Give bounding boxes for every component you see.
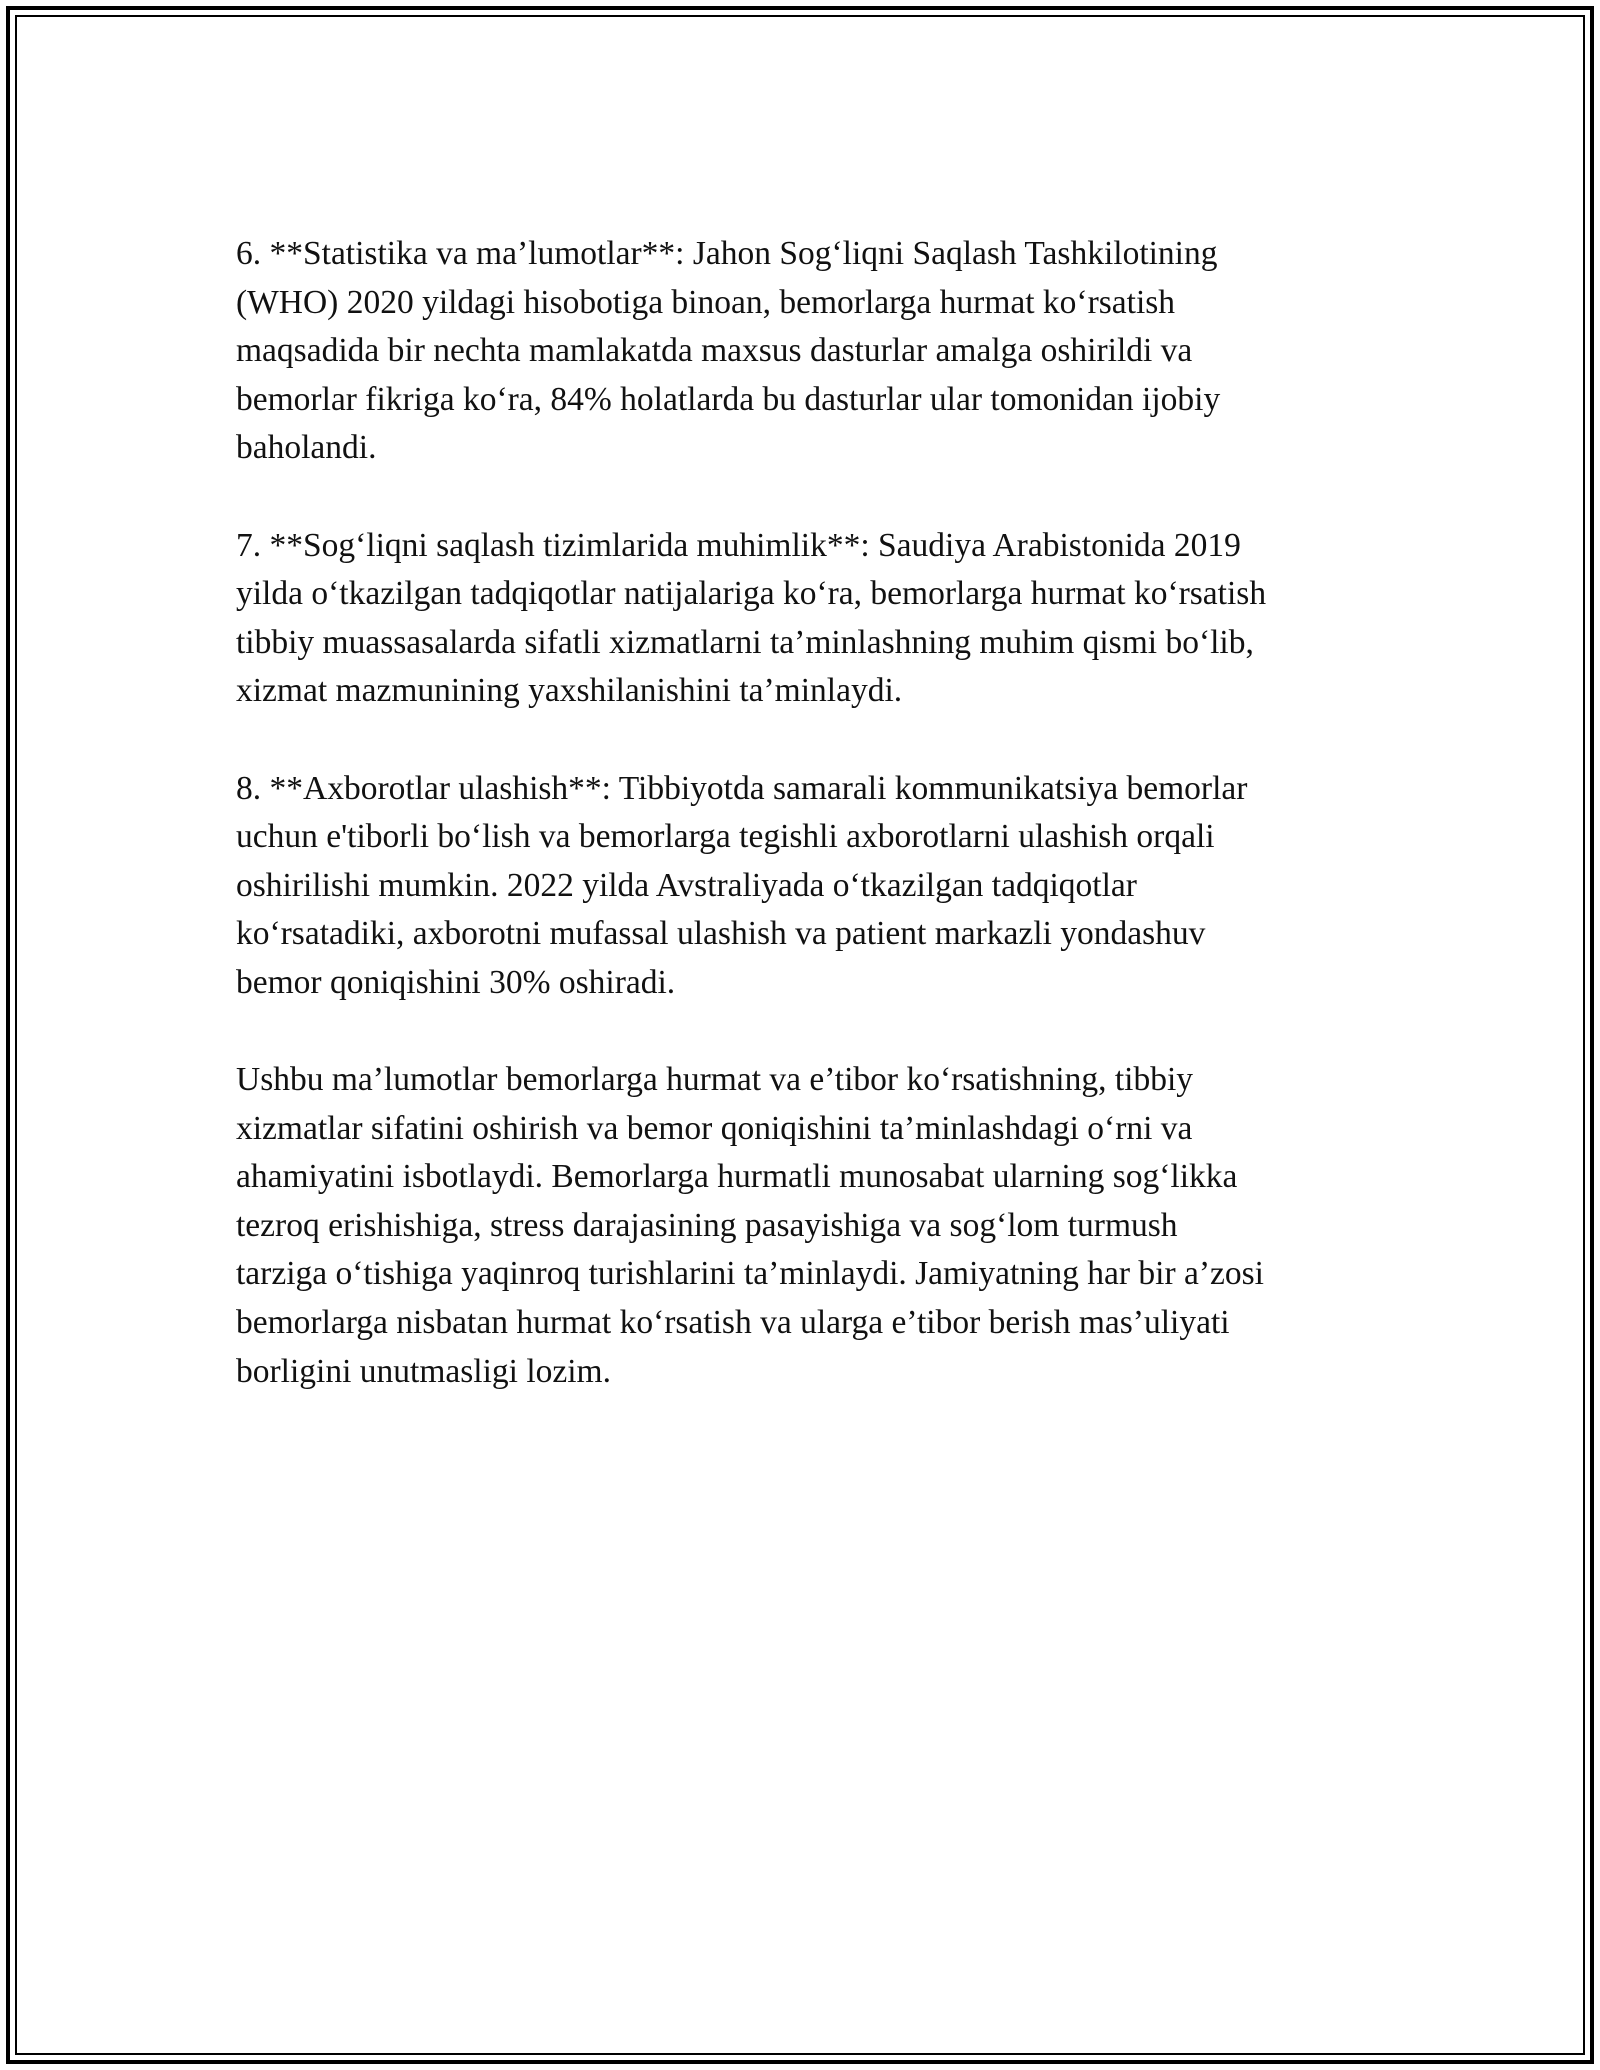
document-body: [236, 230, 1376, 1445]
paragraph-conclusion: Ushbu ma’lumotlar bemorlarga hurmat va e’tibor ko‘rsatishning, tibbiy xizmatlar sifatini oshirish va bemor qoniqishini ta’minlashdagi o‘rni va ahamiyatini isbotlaydi. Bemorlarga hurmatli munosabat ularning sog‘likka tezroq erishishiga, stress darajasining pasayishiga va sog‘lom turmush tarziga o‘tishiga yaqinroq turishlarini ta’minlaydi. Jamiyatning har bir a’zosi bemorlarga nisbatan hurmat ko‘rsatish va ularga e’tibor berish mas’uliyati borligini unutmasligi lozim.: [236, 1061, 1264, 1390]
paragraph-healthcare-importance: 7. **Sog‘liqni saqlash tizimlarida muhimlik**: Saudiya Arabistonida 2019 yilda o‘tkazilgan tadqiqotlar natijalariga ko‘ra, bemorlarga hurmat ko‘rsatish tibbiy muassasalarda sifatli xizmatlarni ta’minlashning muhim qismi bo‘lib, xizmat mazmunining yaxshilanishini ta’minlaydi.: [236, 526, 1267, 710]
paragraph-information-sharing: 8. **Axborotlar ulashish**: Tibbiyotda samarali kommunikatsiya bemorlar uchun e'tiborli bo‘lish va bemorlarga tegishli axborotlarni ulashish orqali oshirilishi mumkin. 2022 yilda Avstraliyada o‘tkazilgan tadqiqotlar ko‘rsatadiki, axborotni mufassal ulashish va patient markazli yondashuv bemor qoniqishini 30% oshiradi.: [236, 769, 1248, 1001]
paragraph-statistics: 6. **Statistika va ma’lumotlar**: Jahon Sog‘liqni Saqlash Tashkilotining (WHO) 2020 yildagi hisobotiga binoan, bemorlarga hurmat ko‘rsatish maqsadida bir nechta mamlakatda maxsus dasturlar amalga oshirildi va bemorlar fikriga ko‘ra, 84% holatlarda bu dasturlar ular tomonidan ijobiy baholandi.: [236, 235, 1221, 467]
